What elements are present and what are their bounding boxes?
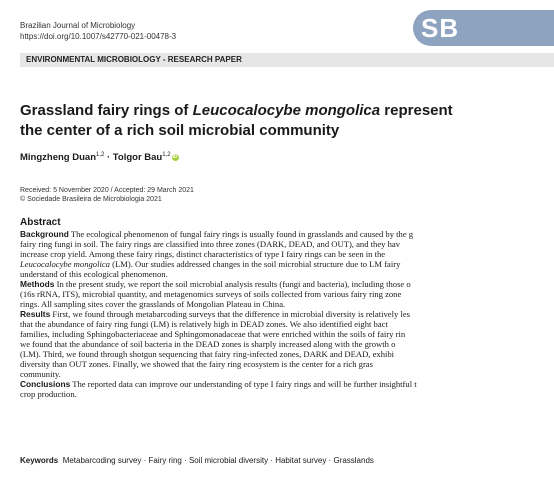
- received-accepted: Received: 5 November 2020 / Accepted: 29 March 2021: [20, 187, 194, 194]
- methods-line-2: (16s rRNA, ITS), microbial quantity, and metagenomics surveys of soils collected from various fairy ring zone: [20, 289, 402, 299]
- results-label: Results: [20, 309, 51, 319]
- background-label: Background: [20, 229, 69, 239]
- background-line-5: understand of this ecological phenomenon.: [20, 269, 168, 279]
- conclusions-line-2: crop production.: [20, 389, 77, 399]
- methods-label: Methods: [20, 279, 55, 289]
- results-line-5: (LM). Third, we found through shotgun sequencing that fairy ring-infected zones, DARK and DEAD, exhibi: [20, 349, 395, 359]
- results-line-4: we found that the abundance of soil bacteria in the DEAD zones is sharply increased along with the growth o: [20, 339, 396, 349]
- section-banner: ENVIRONMENTAL MICROBIOLOGY - RESEARCH PAPER: [20, 53, 554, 67]
- article-dates: [20, 186, 194, 204]
- background-line-4: Leucocalocybe mongolica (LM). Our studies addressed changes in the soil microbial structure due to LM fairy: [20, 259, 401, 269]
- abstract-heading: Abstract: [20, 217, 61, 228]
- background-line-3: increase crop yield. Among these fairy rings, distinct characteristics of type I fairy rings can be seen in the: [20, 249, 386, 259]
- author-2[interactable]: Tolgor Bau: [112, 152, 163, 164]
- title-species: Leucocalocybe mongolica: [192, 102, 381, 119]
- author-separator: ·: [104, 152, 113, 164]
- background-line-1: Background The ecological phenomenon of fungal fairy rings is usually found in grasslands and caused by the g: [20, 229, 414, 239]
- keywords-label: Keywords: [20, 456, 59, 465]
- journal-info: [20, 20, 176, 42]
- abstract-body: [20, 229, 554, 399]
- title-part1: Grassland fairy rings of: [20, 102, 193, 119]
- background-species: Leucocalocybe mongolica: [20, 259, 110, 269]
- author-list: [20, 152, 179, 163]
- article-title: [20, 101, 490, 141]
- methods-line-3: rings. All sampling sites cover the grasslands of Mongolian Plateau in China.: [20, 299, 286, 309]
- orcid-icon[interactable]: iD: [172, 154, 178, 161]
- conclusions-label: Conclusions: [20, 379, 71, 389]
- keywords: [20, 456, 374, 465]
- methods-line-1: Methods In the present study, we report the soil microbial analysis results (fungi and bacteria), including those o: [20, 279, 411, 289]
- title-line2: the center of a rich soil microbial community: [20, 122, 340, 139]
- author-2-affiliation: 1,2: [162, 152, 171, 158]
- results-line-7: community.: [20, 369, 61, 379]
- keywords-list: Metabarcoding survey · Fairy ring · Soil microbial diversity · Habitat survey · Grasslands: [62, 456, 374, 465]
- publisher-logo: SB: [413, 10, 554, 46]
- copyright: © Sociedade Brasileira de Microbiologia 2021: [20, 196, 162, 203]
- author-1[interactable]: Mingzheng Duan: [20, 152, 96, 164]
- results-line-6: diversity than OUT zones. Finally, we showed that the fairy ring ecosystem is the center for a rich gras: [20, 359, 373, 369]
- results-line-1: Results First, we found through metabarcoding surveys that the difference in microbial diversity is relatively les: [20, 309, 411, 319]
- results-line-2: that the abundance of fairy ring fungi (LM) is relatively high in DEAD zones. We also identified eight bact: [20, 319, 388, 329]
- author-1-affiliation: 1,2: [96, 152, 105, 158]
- journal-name: Brazilian Journal of Microbiology: [20, 21, 136, 30]
- doi-link[interactable]: https://doi.org/10.1007/s42770-021-00478-3: [20, 32, 177, 41]
- background-line-2: fairy ring fungi in soil. The fairy rings are classified into three zones (DARK, DEAD, and OUT), and they hav: [20, 239, 401, 249]
- conclusions-line-1: Conclusions The reported data can improve our understanding of type I fairy rings and will be further insightful t: [20, 379, 417, 389]
- results-line-3: families, including Sphingobacteriaceae and Sphingomonadaceae that were enriched within the soils of fairy rin: [20, 329, 406, 339]
- title-part2: represent: [380, 102, 453, 119]
